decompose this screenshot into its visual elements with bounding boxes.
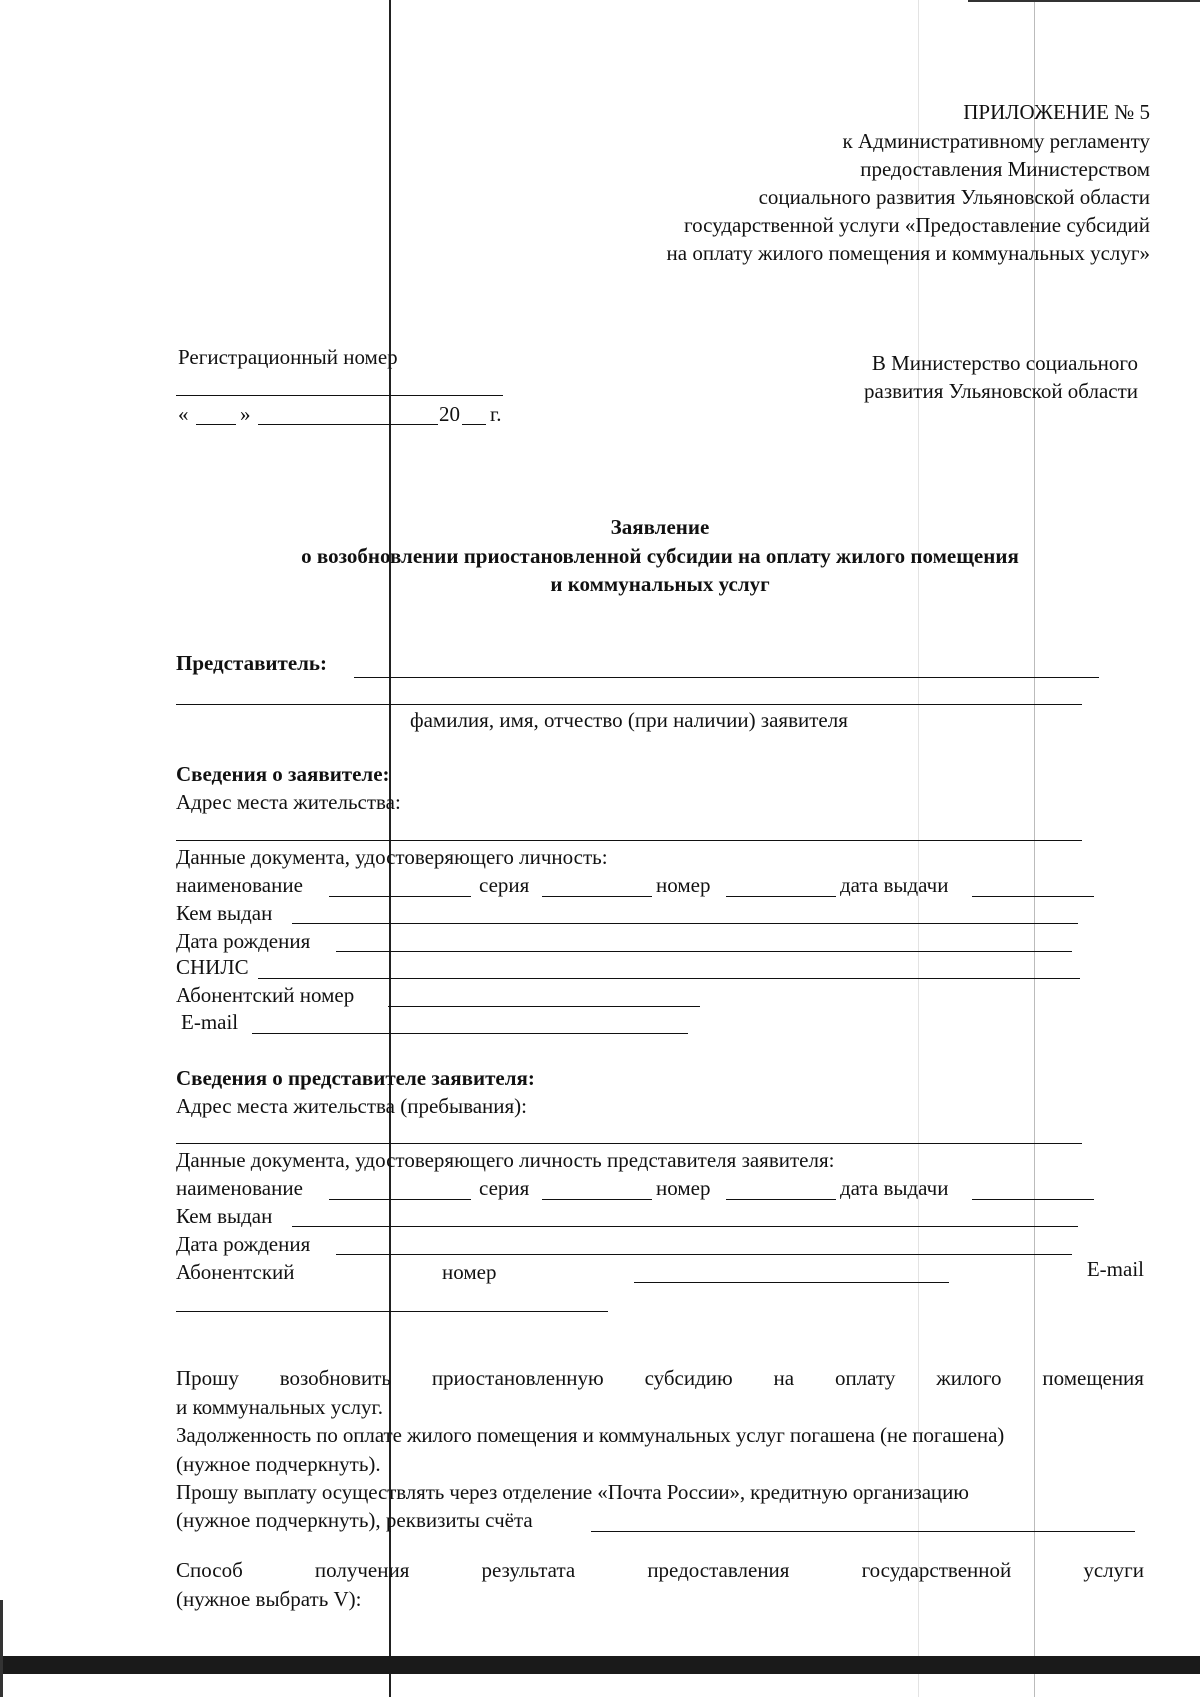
applicant-email-label: E-mail	[181, 1010, 239, 1034]
representative-field-line-2[interactable]	[176, 704, 1082, 705]
scan-top-edge	[968, 0, 1200, 2]
agent-subscriber-label: Абонентский	[176, 1260, 295, 1284]
applicant-subscriber-label: Абонентский номер	[176, 983, 355, 1007]
document-subtitle-line-1: о возобновлении приостановленной субсидии на оплату жилого помещения	[301, 544, 1019, 568]
applicant-snils-field[interactable]	[258, 978, 1080, 979]
agent-doc-label: Данные документа, удостоверяющего личность представителя заявителя:	[176, 1148, 835, 1172]
result-word: Способ	[176, 1558, 243, 1582]
agent-email-label: E-mail	[1086, 1257, 1144, 1281]
applicant-birth-field[interactable]	[336, 951, 1072, 952]
applicant-snils-label: СНИЛС	[176, 955, 249, 979]
request-word: оплату	[834, 1366, 896, 1390]
appendix-number: ПРИЛОЖЕНИЕ № 5	[963, 100, 1150, 124]
date-month-field[interactable]	[258, 424, 438, 425]
addressee-line-2: развития Ульяновской области	[864, 379, 1138, 403]
representative-field[interactable]	[354, 677, 1099, 678]
agent-doc-issue-date-label: дата выдачи	[840, 1176, 949, 1200]
applicant-doc-issue-date-field[interactable]	[972, 896, 1094, 897]
applicant-issued-by-field[interactable]	[292, 923, 1078, 924]
document-subtitle-line-2: и коммунальных услуг	[550, 572, 770, 596]
date-open-quote: «	[178, 402, 189, 426]
applicant-doc-name-field[interactable]	[329, 896, 471, 897]
agent-doc-series-field[interactable]	[542, 1199, 652, 1200]
agent-doc-number-label: номер	[656, 1176, 711, 1200]
scan-left-edge	[0, 1600, 3, 1697]
applicant-heading: Сведения о заявителе:	[176, 762, 390, 786]
result-method-line-2: (нужное выбрать V):	[176, 1587, 362, 1611]
agent-doc-name-field[interactable]	[329, 1199, 471, 1200]
registration-label: Регистрационный номер	[178, 345, 398, 369]
payment-method-line-1: Прошу выплату осуществлять через отделение «Почта России», кредитную организацию	[176, 1480, 969, 1504]
applicant-address-field[interactable]	[176, 840, 1082, 841]
request-word: на	[773, 1366, 795, 1390]
applicant-doc-name-label: наименование	[176, 873, 303, 897]
addressee-line-1: В Министерство социального	[871, 351, 1138, 375]
applicant-birth-label: Дата рождения	[176, 929, 311, 953]
agent-email-field[interactable]	[176, 1311, 608, 1312]
date-close-quote: »	[240, 402, 251, 426]
applicant-doc-issue-date-label: дата выдачи	[840, 873, 949, 897]
date-year-field[interactable]	[462, 424, 486, 425]
header-line-3: социального развития Ульяновской области	[758, 185, 1150, 209]
date-day-field[interactable]	[196, 424, 236, 425]
payment-method-line-2: (нужное подчеркнуть), реквизиты счёта	[176, 1508, 533, 1532]
result-word: результата	[481, 1558, 576, 1582]
agent-heading: Сведения о представителе заявителя:	[176, 1066, 535, 1090]
debt-statement-line-2: (нужное подчеркнуть).	[176, 1452, 381, 1476]
representative-label: Представитель:	[176, 651, 328, 675]
applicant-issued-by-label: Кем выдан	[176, 901, 273, 925]
request-paragraph-1-line-1	[176, 1366, 1144, 1391]
agent-subscriber-field[interactable]	[634, 1282, 949, 1283]
header-line-2: предоставления Министерством	[860, 157, 1150, 181]
header-line-1: к Административному регламенту	[842, 129, 1150, 153]
applicant-subscriber-field[interactable]	[388, 1006, 700, 1007]
applicant-address-label: Адрес места жительства:	[176, 790, 401, 814]
request-word: субсидию	[644, 1366, 733, 1390]
result-method-line-1	[176, 1558, 1144, 1583]
agent-subscriber-label-number: номер	[442, 1260, 497, 1284]
header-line-4: государственной услуги «Предоставление субсидий	[684, 213, 1150, 237]
result-word: предоставления	[647, 1558, 790, 1582]
representative-caption: фамилия, имя, отчество (при наличии) заявителя	[410, 708, 848, 732]
date-year-prefix: 20	[439, 402, 460, 426]
agent-issued-by-field[interactable]	[292, 1226, 1078, 1227]
result-word: услуги	[1083, 1558, 1144, 1582]
applicant-doc-series-field[interactable]	[542, 896, 652, 897]
agent-birth-label: Дата рождения	[176, 1232, 311, 1256]
applicant-email-field[interactable]	[252, 1033, 688, 1034]
applicant-doc-number-field[interactable]	[726, 896, 836, 897]
agent-doc-issue-date-field[interactable]	[972, 1199, 1094, 1200]
agent-address-field[interactable]	[176, 1143, 1082, 1144]
header-line-5: на оплату жилого помещения и коммунальных услуг»	[666, 241, 1150, 265]
request-word: приостановленную	[431, 1366, 604, 1390]
request-word: возобновить	[279, 1366, 391, 1390]
scan-bottom-edge	[0, 1656, 1200, 1674]
result-word: получения	[314, 1558, 410, 1582]
request-paragraph-1-line-2: и коммунальных услуг.	[176, 1395, 383, 1419]
result-word: государственной	[861, 1558, 1012, 1582]
agent-birth-field[interactable]	[336, 1254, 1072, 1255]
applicant-doc-label: Данные документа, удостоверяющего личность:	[176, 845, 608, 869]
request-word: Прошу	[176, 1366, 239, 1390]
date-year-suffix: г.	[490, 402, 502, 426]
debt-statement-line-1: Задолженность по оплате жилого помещения и коммунальных услуг погашена (не погашена)	[176, 1423, 1005, 1447]
agent-doc-name-label: наименование	[176, 1176, 303, 1200]
agent-issued-by-label: Кем выдан	[176, 1204, 273, 1228]
account-details-field[interactable]	[591, 1531, 1135, 1532]
agent-doc-number-field[interactable]	[726, 1199, 836, 1200]
applicant-doc-series-label: серия	[479, 873, 530, 897]
request-word: жилого	[936, 1366, 1002, 1390]
applicant-doc-number-label: номер	[656, 873, 711, 897]
registration-number-field[interactable]	[176, 395, 503, 396]
request-word: помещения	[1042, 1366, 1144, 1390]
agent-doc-series-label: серия	[479, 1176, 530, 1200]
agent-address-label: Адрес места жительства (пребывания):	[176, 1094, 528, 1118]
document-title: Заявление	[610, 515, 710, 539]
